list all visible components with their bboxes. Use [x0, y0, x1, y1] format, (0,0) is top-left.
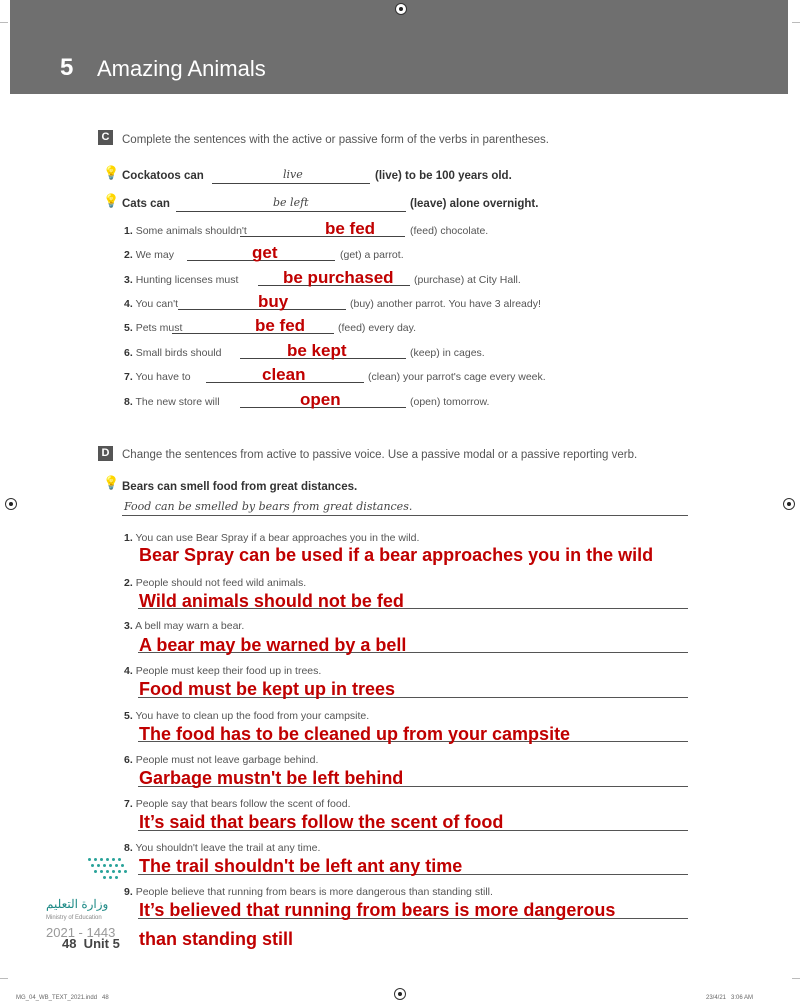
example-after: (leave) alone overnight.	[410, 198, 539, 210]
section-d-instruction: Change the sentences from active to passive voice. Use a passive modal or a passive reporting verb.	[122, 449, 638, 461]
registration-mark-icon	[395, 3, 407, 15]
answer-line	[212, 183, 370, 184]
list-item: 5. Pets must	[124, 322, 183, 334]
item-after: (feed) chocolate.	[410, 225, 489, 237]
answer-line	[240, 236, 405, 237]
list-item: 4. People must keep their food up in trees.	[124, 665, 322, 677]
lightbulb-icon: 💡	[103, 475, 120, 490]
answer-text: It’s believed that running from bears is more dangerous	[139, 900, 616, 920]
list-item: 2. We may	[124, 249, 175, 261]
print-timestamp: 23/4/21 3:06 AM	[706, 995, 754, 1001]
example-before: Cats can	[122, 198, 170, 210]
answer-text: open	[300, 390, 341, 409]
answer-text: be purchased	[283, 268, 394, 287]
list-item: 3. A bell may warn a bear.	[124, 620, 245, 632]
list-item: 7. You have to	[124, 371, 191, 383]
section-c-letter: C	[98, 130, 113, 145]
answer-text: be kept	[287, 341, 347, 360]
list-item: 1. You can use Bear Spray if a bear approaches you in the wild.	[124, 532, 420, 544]
ministry-name-arabic: وزارة التعليم	[46, 897, 109, 911]
item-after: (clean) your parrot's cage every week.	[368, 371, 546, 383]
lightbulb-icon: 💡	[103, 165, 120, 180]
list-item: 3. Hunting licenses must	[124, 274, 239, 286]
answer-line	[176, 211, 406, 212]
answer-text: It’s said that bears follow the scent of food	[139, 812, 504, 832]
crop-mark	[0, 978, 8, 979]
item-after: (open) tomorrow.	[410, 396, 490, 408]
file-name: MG_04_WB_TEXT_2021.indd 48	[16, 995, 109, 1001]
example-before: Cockatoos can	[122, 170, 204, 182]
list-item: 8. The new store will	[124, 396, 220, 408]
list-item: 8. You shouldn't leave the trail at any time.	[124, 842, 321, 854]
item-after: (keep) in cages.	[410, 347, 485, 359]
answer-text: Garbage mustn't be left behind	[139, 768, 404, 788]
answer-text: be fed	[325, 219, 376, 238]
answer-text: clean	[262, 365, 306, 384]
item-after: (buy) another parrot. You have 3 already!	[350, 298, 541, 310]
lightbulb-icon: 💡	[103, 193, 120, 208]
answer-text: buy	[258, 292, 289, 311]
answer-text: Food must be kept up in trees	[139, 679, 396, 699]
answer-text: Wild animals should not be fed	[139, 591, 404, 611]
section-c-instruction: Complete the sentences with the active or passive form of the verbs in parentheses.	[122, 134, 549, 146]
list-item: 4. You can't	[124, 298, 178, 310]
example-after: (live) to be 100 years old.	[375, 170, 512, 182]
crop-mark	[792, 978, 800, 979]
crop-mark	[0, 22, 8, 23]
answer-text: Bear Spray can be used if a bear approaches you in the wild	[139, 545, 654, 565]
answer-line	[172, 333, 334, 334]
unit-number: 5	[60, 54, 74, 81]
list-item: 7. People say that bears follow the scent of food.	[124, 798, 351, 810]
list-item: 1. Some animals shouldn't	[124, 225, 247, 237]
answer-line	[122, 515, 688, 516]
list-item: 6. People must not leave garbage behind.	[124, 754, 319, 766]
example-answer: Food can be smelled by bears from great distances.	[124, 500, 413, 513]
unit-title: Amazing Animals	[97, 56, 266, 81]
list-item: 6. Small birds should	[124, 347, 222, 359]
example-prompt: Bears can smell food from great distances.	[122, 481, 358, 493]
list-item: 9. People believe that running from bears is more dangerous than standing still.	[124, 886, 493, 898]
school-year: 2021 - 1443	[46, 925, 116, 940]
answer-text: get	[252, 243, 278, 262]
item-after: (get) a parrot.	[340, 249, 404, 261]
answer-text: than standing still	[139, 929, 294, 949]
item-after: (purchase) at City Hall.	[414, 274, 521, 286]
answer-text: be fed	[255, 316, 306, 335]
example-answer: live	[283, 168, 303, 181]
ministry-logo-icon	[88, 856, 148, 886]
page-label: 48 Unit 5	[62, 936, 120, 951]
list-item: 2. People should not feed wild animals.	[124, 577, 307, 589]
answer-text: The food has to be cleaned up from your campsite	[139, 724, 571, 744]
registration-mark-icon	[394, 988, 406, 1000]
registration-mark-icon	[783, 498, 795, 510]
item-after: (feed) every day.	[338, 322, 417, 334]
registration-mark-icon	[5, 498, 17, 510]
answer-text: A bear may be warned by a bell	[139, 635, 407, 655]
example-answer: be left	[273, 196, 309, 209]
section-d-letter: D	[98, 446, 113, 461]
ministry-name-english: Ministry of Education	[46, 915, 102, 921]
crop-mark	[792, 22, 800, 23]
answer-text: The trail shouldn't be left ant any time	[139, 856, 463, 876]
list-item: 5. You have to clean up the food from your campsite.	[124, 710, 370, 722]
